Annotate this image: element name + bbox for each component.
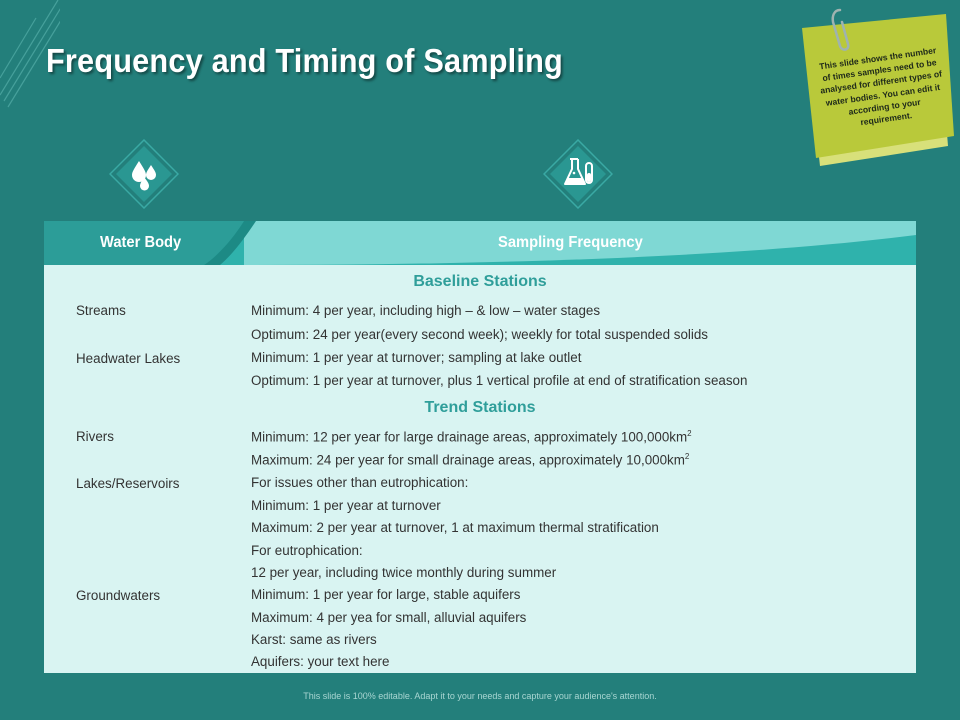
lab-flask-icon	[543, 139, 613, 209]
frequency-line: Karst: same as rivers	[251, 632, 377, 647]
water-body-lakes-reservoirs: Lakes/Reservoirs	[76, 476, 180, 491]
sticky-note-text: This slide shows the number of times samples need to be analysed for different types of water bodies. You can edit it according to your requirement.	[818, 45, 943, 128]
frequency-line: Maximum: 24 per year for small drainage areas, approximately $10,000km^2$	[251, 452, 690, 468]
water-body-streams: Streams	[76, 303, 126, 318]
frequency-line: Aquifers: your text here	[251, 654, 390, 669]
frequency-line: For eutrophication:	[251, 543, 363, 558]
frequency-line: Minimum: 1 per year at turnover	[251, 498, 441, 513]
water-drops-icon	[109, 139, 179, 209]
frequency-line: Minimum: 1 per year for large, stable aquifers	[251, 587, 521, 602]
header-water-body: Water Body	[100, 234, 182, 251]
frequency-line: For issues other than eutrophication:	[251, 475, 469, 490]
frequency-line: Optimum: 1 per year at turnover, plus 1 vertical profile at end of stratification season	[251, 373, 748, 388]
frequency-line: Maximum: 4 per yea for small, alluvial aquifers	[251, 610, 527, 625]
frequency-line: 12 per year, including twice monthly during summer	[251, 565, 557, 580]
table-header	[44, 221, 916, 265]
header-sampling-frequency: Sampling Frequency	[498, 234, 643, 251]
frequency-line: Minimum: 1 per year at turnover; sampling at lake outlet	[251, 350, 582, 365]
frequency-line: Minimum: 12 per year for large drainage areas, approximately $100,000km^2$	[251, 429, 692, 445]
section-trend-stations: Trend Stations	[424, 399, 536, 416]
table-body	[44, 265, 916, 673]
water-body-groundwaters: Groundwaters	[76, 588, 161, 603]
frequency-line: Minimum: 4 per year, including high – & low – water stages	[251, 303, 601, 318]
frequency-line: Optimum: 24 per year(every second week); weekly for total suspended solids	[251, 327, 708, 342]
page-title: Frequency and Timing of Sampling	[46, 42, 563, 79]
section-baseline-stations: Baseline Stations	[413, 273, 547, 290]
water-body-rivers: Rivers	[76, 429, 114, 444]
frequency-line: Maximum: 2 per year at turnover, 1 at maximum thermal stratification	[251, 520, 659, 535]
water-body-headwater-lakes: Headwater Lakes	[76, 351, 181, 366]
footer-note: This slide is 100% editable. Adapt it to your needs and capture your audience's attention.	[303, 691, 657, 701]
